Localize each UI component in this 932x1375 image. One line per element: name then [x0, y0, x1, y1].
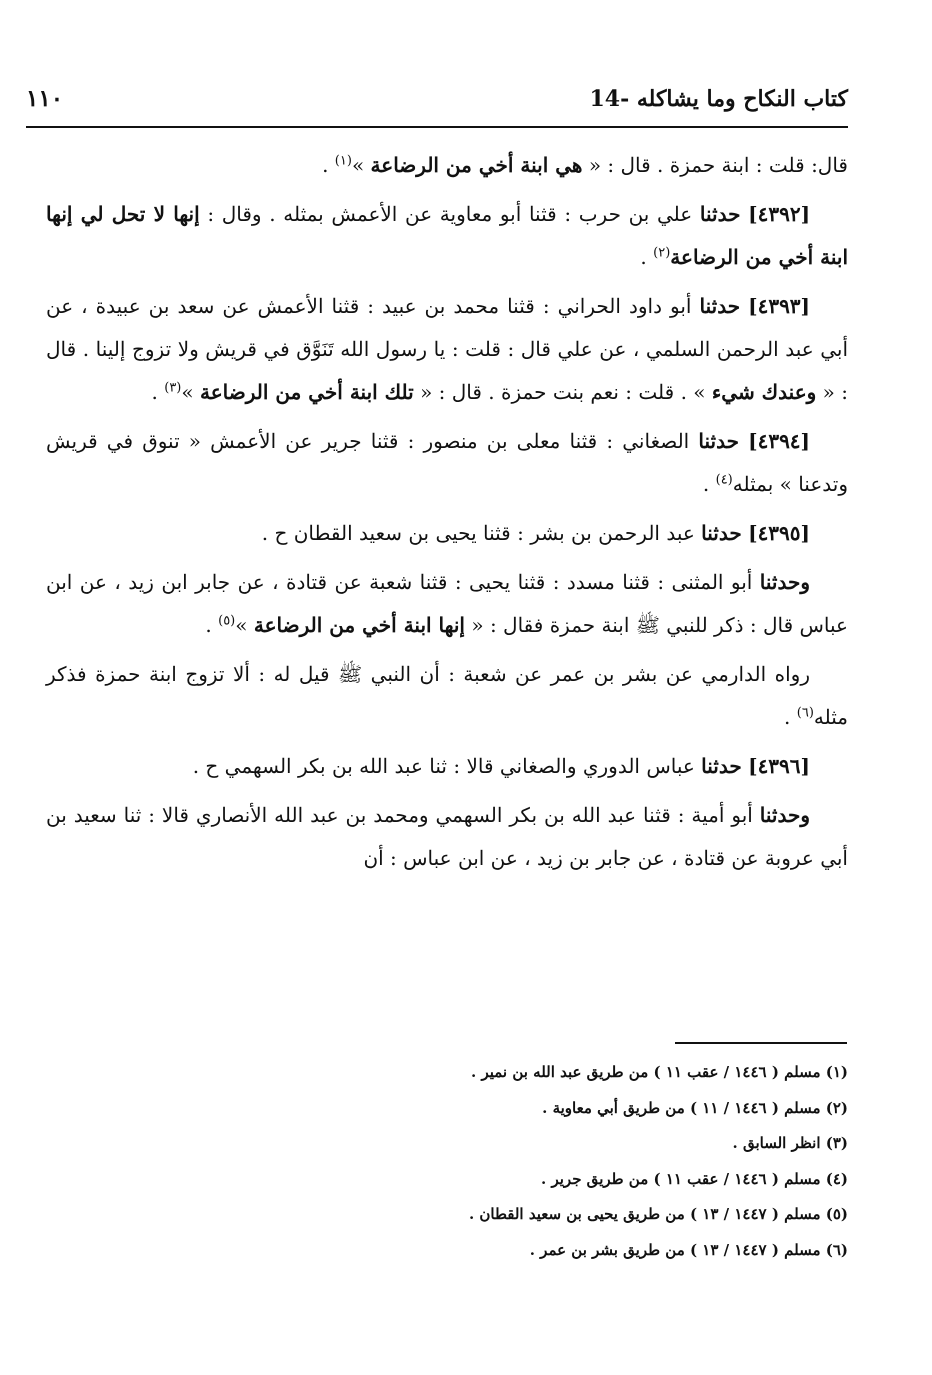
paragraph-continuation: قال: قلت : ابنة حمزة . قال : « هي ابنة أخي من الرضاعة »$^{(١)}$ .	[322, 153, 848, 177]
footnote-ref: (٦)	[796, 705, 814, 721]
riwaya-darimi: رواه الدارمي عن بشر بن عمر عن شعبة : أن النبي ﷺ قيل له : ألا تزوج ابنة حمزة فذكر مثله$^{(٦)}$ .	[46, 662, 848, 729]
prophet-quote: إنها لا تحل لي إنها ابنة أخي من الرضاعة	[46, 202, 848, 269]
footnote-4: (٤) مسلم ( ١٤٤٦ / عقب ١١ ) من طريق جرير .	[541, 1169, 848, 1188]
hadith-4396: [٤٣٩٦] حدثنا عباس الدوري والصغاني قالا : ثنا عبد الله بن بكر السهمي ح .	[192, 754, 810, 778]
footnotes	[46, 1055, 848, 1268]
hadith-4395: [٤٣٩٥] حدثنا عبد الرحمن بن بشر : قثنا يحيى بن سعيد القطان ح .	[261, 521, 810, 545]
page-header	[26, 78, 848, 128]
hadith-4395-second-chain: وحدثنا أبو المثنى : قثنا مسدد : قثنا يحيى : قثنا شعبة عن قتادة ، عن جابر ابن زيد ، عن ابن عباس قال : ذكر للنبي ﷺ ابنة حمزة فقال : « إنها ابنة أخي من الرضاعة »$^{(٥)}$ .	[46, 570, 848, 637]
main-text	[46, 144, 848, 880]
footnote-ref: (٤)	[715, 472, 733, 488]
running-title: 14- كتاب النكاح وما يشاكله	[589, 86, 848, 112]
hadith-4394: [٤٣٩٤] حدثنا الصغاني : قثنا معلى بن منصور : قثنا جرير عن الأعمش « تنوق في قريش وتدعنا » بمثله$^{(٤)}$ .	[46, 429, 848, 496]
hadith-number: [٤٣٩٢]	[748, 202, 811, 226]
prophet-quote: هي ابنة أخي من الرضاعة	[370, 153, 583, 177]
footnote-ref: (٢)	[653, 245, 671, 261]
footnote-3: (٣) انظر السابق .	[732, 1134, 848, 1152]
hadith-number: [٤٣٩٥]	[748, 521, 810, 545]
prophet-quote: وعندك شيء	[711, 380, 817, 404]
footnote-6: (٦) مسلم ( ١٤٤٧ / ١٣ ) من طريق بشر بن عمر .	[529, 1240, 848, 1259]
footnote-ref: (٥)	[218, 613, 236, 629]
footnote-1: (١) مسلم ( ١٤٤٦ / عقب ١١ ) من طريق عبد الله بن نمير .	[471, 1063, 848, 1081]
prophet-quote: تلك ابنة أخي من الرضاعة	[199, 380, 414, 404]
hadith-number: [٤٣٩٣]	[748, 294, 811, 318]
hadith-number: [٤٣٩٦]	[748, 754, 810, 778]
hadith-4396-second-chain: وحدثنا أبو أمية : قثنا عبد الله بن بكر السهمي ومحمد بن عبد الله الأنصاري قالا : ثنا سعيد بن أبي عروبة عن قتادة ، عن جابر بن زيد ، عن ابن عباس : أن	[46, 803, 848, 870]
page-number: ١١٠	[26, 85, 64, 112]
footnote-2: (٢) مسلم ( ١٤٤٦ / ١١ ) من طريق أبي معاوية .	[542, 1098, 848, 1117]
hadith-4393: [٤٣٩٣] حدثنا أبو داود الحراني : قثنا محمد بن عبيد : قثنا الأعمش عن سعد بن عبيدة ، عن أبي عبد الرحمن السلمي ، عن علي قال : قلت : يا رسول الله تَنَوَّق في قريش ولا تزوج إلينا . قال : « وعندك شيء » . قلت : نعم بنت حمزة . قال : « تلك ابنة أخي من الرضاعة »$^{(٣)}$ .	[46, 294, 848, 404]
hadith-4392: [٤٣٩٢] حدثنا علي بن حرب : قثنا أبو معاوية عن الأعمش بمثله . وقال : إنها لا تحل لي إنها ابنة أخي من الرضاعة$^{(٢)}$ .	[46, 202, 848, 269]
footnote-5: (٥) مسلم ( ١٤٤٧ / ١٣ ) من طريق يحيى بن سعيد القطان .	[468, 1205, 848, 1223]
hadith-number: [٤٣٩٤]	[748, 429, 811, 453]
footnote-ref: (٣)	[164, 380, 182, 396]
prophet-quote: إنها ابنة أخي من الرضاعة	[253, 613, 465, 637]
footnote-separator	[675, 1042, 847, 1044]
footnote-ref: (١)	[334, 153, 352, 169]
